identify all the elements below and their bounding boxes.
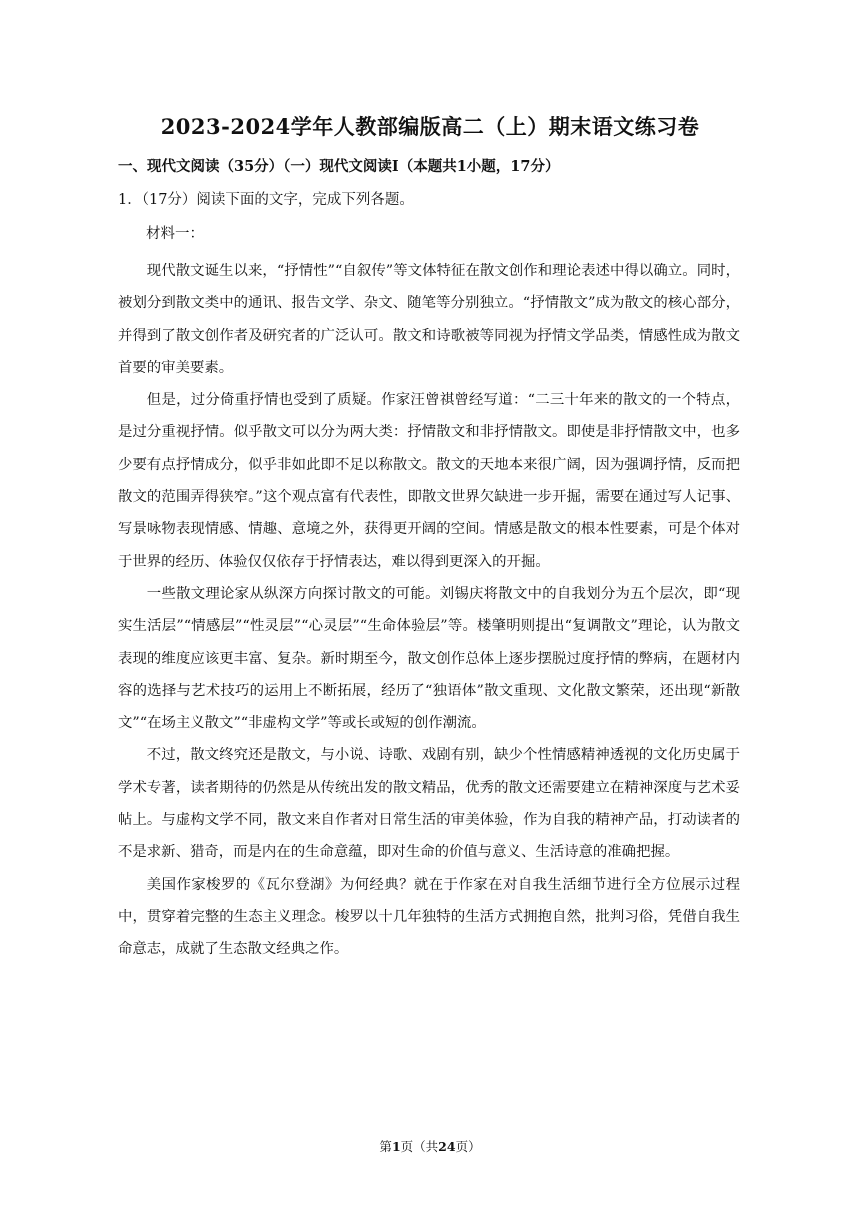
section-heading: 一、现代文阅读（35分）（一）现代文阅读Ⅰ（本题共1小题，17分） xyxy=(118,158,560,175)
passage-body xyxy=(118,255,740,966)
question-stem: 1．（17分）阅读下面的文字，完成下列各题。 xyxy=(118,192,414,208)
footer-page-number: 1 xyxy=(391,1139,401,1154)
passage-paragraph-3: 一些散文理论家从纵深方向探讨散文的可能。刘锡庆将散文中的自我划分为五个层次，即“现实生活层”“情感层”“性灵层”“心灵层”“生命体验层”等。楼肇明则提出“复调散文”理论，认为散文表现的维度应该更丰富、复杂。新时期至今，散文创作总体上逐步摆脱过度抒情的弊病，在题材内容的选择与艺术技巧的运用上不断拓展，经历了“独语体”散文重现、文化散文繁荣，还出现“新散文”“在场主义散文”“非虚构文学”等或长或短的创作潮流。 xyxy=(118,585,740,732)
exam-title: 2023-2024学年人教部编版高二（上）期末语文练习卷 xyxy=(160,114,700,139)
footer-middle: 页（共 xyxy=(400,1139,439,1154)
passage-paragraph-5: 美国作家梭罗的《瓦尔登湖》为何经典？就在于作家在对自我生活细节进行全方位展示过程中，贯穿着完整的生态主义理念。梭罗以十几年独特的生活方式拥抱自然，批判习俗，凭借自我生命意志，成就了生态散文经典之作。 xyxy=(118,876,740,958)
passage-paragraph-1: 现代散文诞生以来，“抒情性”“自叙传”等文体特征在散文创作和理论表述中得以确立。同时，被划分到散文类中的通讯、报告文学、杂文、随笔等分别独立。“抒情散文”成为散文的核心部分，并得到了散文创作者及研究者的广泛认可。散文和诗歌被等同视为抒情文学品类，情感性成为散文首要的审美要素。 xyxy=(118,263,740,376)
material-label: 材料一： xyxy=(146,226,204,242)
passage-paragraph-2: 但是，过分倚重抒情也受到了质疑。作家汪曾祺曾经写道：“二三十年来的散文的一个特点，是过分重视抒情。似乎散文可以分为两大类：抒情散文和非抒情散文。即使是非抒情散文中，也多少要有点抒情成分，似乎非如此即不足以称散文。散文的天地本来很广阔，因为强调抒情，反而把散文的范围弄得狭窄。”这个观点富有代表性，即散文世界欠缺进一步开掘，需要在通过写人记事、写景咏物表现情感、情趣、意境之外，获得更开阔的空间。情感是散文的根本性要素，可是个体对于世界的经历、体验仅仅依存于抒情表达，难以得到更深入的开掘。 xyxy=(118,392,740,570)
passage-paragraph-4: 不过，散文终究还是散文，与小说、诗歌、戏剧有别，缺少个性情感精神透视的文化历史属于学术专著，读者期待的仍然是从传统出发的散文精品，优秀的散文还需要建立在精神深度与艺术妥帖上。与虚构文学不同，散文来自作者对日常生活的审美体验，作为自我的精神产品，打动读者的不是求新、猎奇，而是内在的生命意蕴，即对生命的价值与意义、生活诗意的准确把握。 xyxy=(118,747,740,861)
footer-suffix: 页） xyxy=(455,1139,481,1154)
footer-prefix: 第 xyxy=(379,1139,392,1154)
footer-total-pages: 24 xyxy=(438,1139,456,1154)
page-footer xyxy=(0,1138,860,1156)
